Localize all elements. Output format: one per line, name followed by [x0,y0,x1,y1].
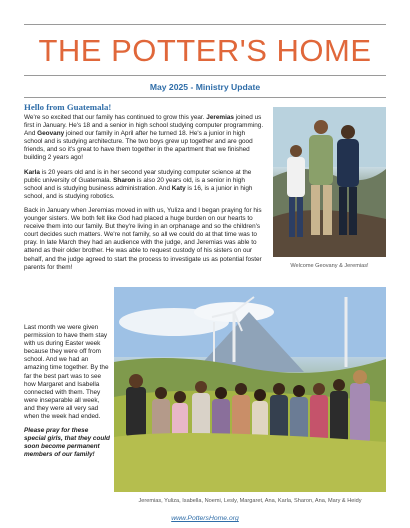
issue-subtitle: May 2025 - Ministry Update [149,82,261,92]
paragraph-prayer-request: Please pray for these special girls, that they could soon become permanent members of our family! [24,427,110,459]
top-rule [24,24,386,25]
photo-geovany-jeremias [273,107,386,257]
article-left-column [24,324,110,466]
website-link[interactable]: www.PottersHome.org [171,515,239,522]
photo-caption-bottom: Jeremias, Yuliza, Isabella, Noemi, Lesly, Margaret, Ana, Karla, Sharon, Ana, Mary & Heidy [138,498,362,504]
photo-family-group [114,287,386,492]
paragraph-new-members: We're so excited that our family has continued to grow this year. Jeremias joined us first in January. He's 18 and a senior in high school studying computer programming. And Geovany joined our family in April after he turned 18. He's a junior in high school and is studying architecture. The two boys grew up together and are good friends, and so it's great to have them together in the apartment that we finished building 2 years ago! [24,114,264,162]
paragraph-girls-studies: Karla is 20 years old and is in her second year studying computer science at the public university of Guatemala. Sharon is also 20 years old, is a senior in high school and is studying business administration. And Katy is 16, is a junior in high school, and is studying robotics. [24,168,253,200]
subtitle-rule [24,97,386,98]
article-top-column [24,114,264,278]
newsletter-title: THE POTTER'S HOME [38,33,372,68]
paragraph-custody-story: Back in January when Jeremias moved in with us, Yuliza and I began praying for his younger sisters. We both felt like God had placed a huge burden on our hearts to receive them into our family. But they're living in an orphanage and so the children's court decides such matters. We're not family, so all we could do at that time was to pray. In late March they had an audience with the judge, and Jeremias was able to attend as their older brother. He was able to request custody of his sisters on our behalf, and the judge agreed to start the process to investigate us as potential foster parents for them! [24,206,262,271]
title-rule [24,75,386,76]
greeting-heading: Hello from Guatemala! [24,102,112,112]
photo-caption-top: Welcome Geovany & Jeremias! [290,263,369,269]
paragraph-easter-week: Last month we were given permission to have them stay with us during Easter week because they were off from school. And we had an amazing time together. By the far the best part was to see how Margaret and Isabella connected with them. They were inseparable all week, and they were all very sad when the week had ended. [24,324,109,421]
